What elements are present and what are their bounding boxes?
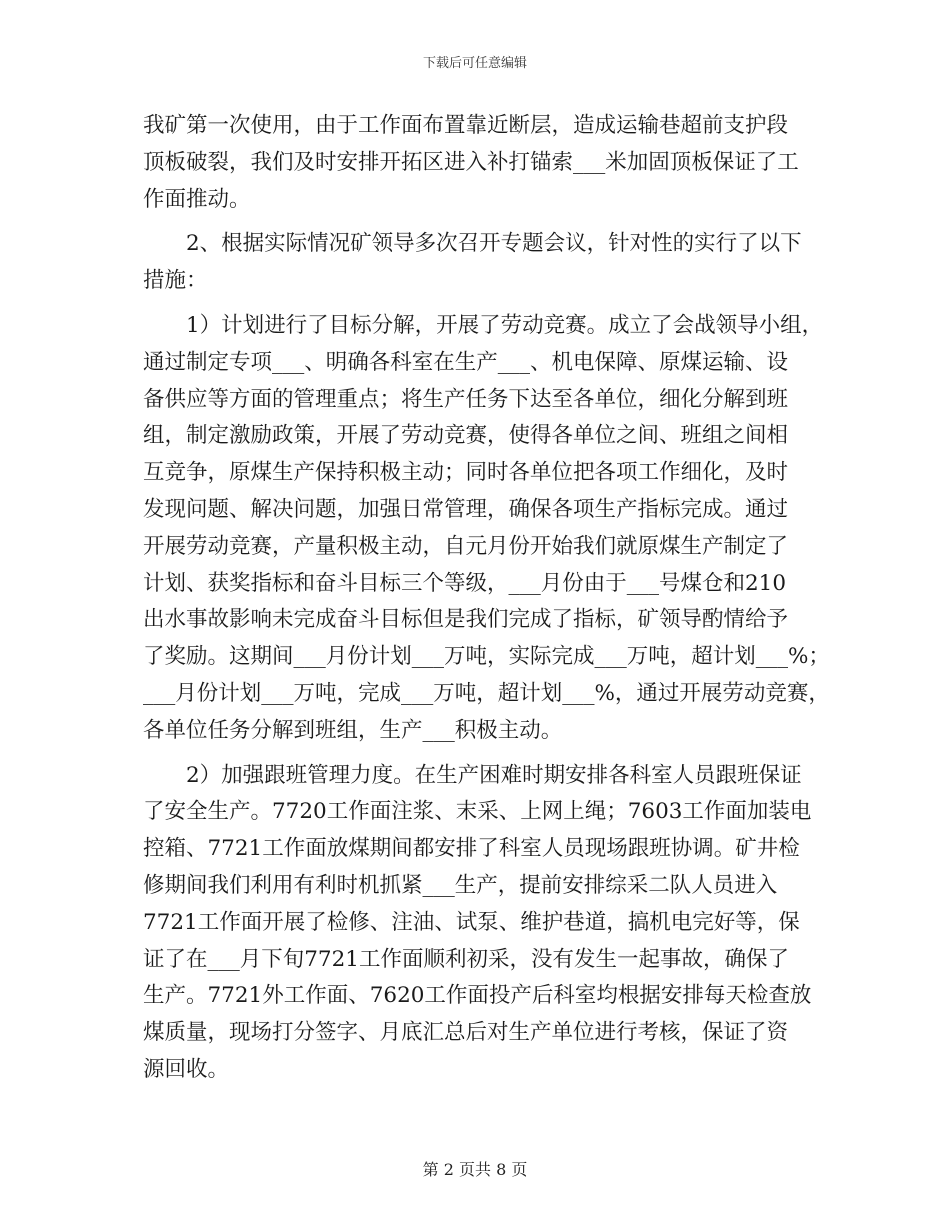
paragraph-2: [143, 226, 819, 300]
text-line: 互竞争，原煤生产保持积极主动；同时各单位把各项工作细化，及时: [143, 460, 789, 486]
text-line: 组，制定激励政策，开展了劳动竞赛，使得各单位之间、班组之间相: [143, 423, 789, 449]
paragraph-3: [143, 308, 830, 750]
page-number: 第 2 页共 8 页: [422, 1160, 528, 1179]
text-line: 7721工作面开展了检修、注油、试泵、维护巷道，搞机电完好等，保: [143, 909, 800, 935]
paragraph-1: [143, 108, 819, 218]
text-line: 生产。7721外工作面、7620工作面投产后科室均根据安排每天检查放: [143, 983, 812, 1009]
paragraph-4: [143, 758, 819, 1089]
page-header-note: 下载后可任意编辑: [422, 56, 527, 71]
text-line: 证了在___月下旬7721工作面顺利初采，没有发生一起事故，确保了: [143, 946, 789, 972]
text-line: 了安全生产。7720工作面注浆、末采、上网上绳；7603工作面加装电: [143, 799, 812, 825]
text-line: 计划、获奖指标和奋斗目标三个等级，___月份由于___号煤仓和210: [143, 570, 787, 596]
text-line: 备供应等方面的管理重点；将生产任务下达至各单位，细化分解到班: [143, 386, 789, 412]
text-line: ___月份计划___万吨，完成___万吨，超计划___%，通过开展劳动竞赛，: [143, 680, 830, 706]
text-line: 源回收。: [143, 1056, 230, 1082]
text-line: 作面推动。: [143, 186, 251, 212]
text-line: 我矿第一次使用，由于工作面布置靠近断层，造成运输巷超前支护段: [143, 113, 789, 138]
text-line: 措施：: [143, 268, 208, 294]
text-line: 控箱、7721工作面放煤期间都安排了科室人员现场跟班协调。矿井检: [143, 836, 800, 862]
text-line: 修期间我们利用有利时机抓紧___生产，提前安排综采二队人员进入: [143, 872, 778, 898]
document-body: [143, 108, 830, 1089]
text-line: 出水事故影响未完成奋斗目标但是我们完成了指标，矿领导酌情给予: [143, 607, 789, 633]
text-line: 2）加强跟班管理力度。在生产困难时期安排各科室人员跟班保证: [143, 762, 802, 788]
text-line: 发现问题、解决问题，加强日常管理，确保各项生产指标完成。通过: [143, 496, 789, 522]
text-line: 1）计划进行了目标分解，开展了劳动竞赛。成立了会战领导小组，: [143, 312, 824, 338]
text-line: 顶板破裂，我们及时安排开拓区进入补打锚索___米加固顶板保证了工: [143, 149, 799, 175]
text-line: 煤质量，现场打分签字、月底汇总后对生产单位进行考核，保证了资: [143, 1020, 789, 1046]
text-line: 通过制定专项___、明确各科室在生产___、机电保障、原煤运输、设: [143, 349, 789, 375]
text-line: 2、根据实际情况矿领导多次召开专题会议，针对性的实行了以下: [143, 231, 802, 257]
text-line: 了奖励。这期间___月份计划___万吨，实际完成___万吨，超计划___%；: [143, 644, 830, 670]
text-line: 开展劳动竞赛，产量积极主动，自元月份开始我们就原煤生产制定了: [143, 533, 789, 559]
text-line: 各单位任务分解到班组，生产___积极主动。: [143, 717, 563, 743]
